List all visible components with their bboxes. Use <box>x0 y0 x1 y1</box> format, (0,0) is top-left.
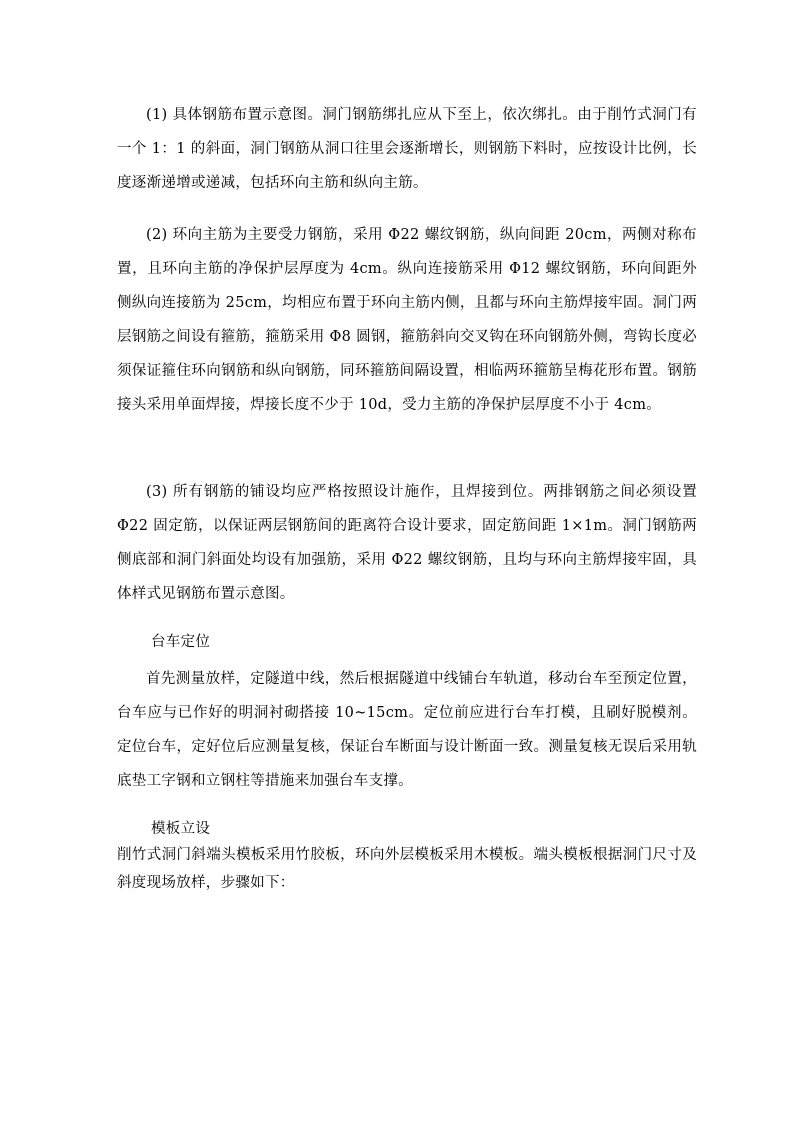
paragraph-ring-main-bars: (2) 环向主筋为主要受力钢筋，采用 Φ22 螺纹钢筋，纵向间距 20cm，两侧对称布置，且环向主筋的净保护层厚度为 4cm。纵向连接筋采用 Φ12 螺纹钢筋，环向间距外侧纵向连接筋为 25cm，均相应布置于环向主筋内侧，且都与环向主筋焊接牢固。洞门两层钢筋之间设有箍筋，箍筋采用 Φ8 圆钢，箍筋斜向交叉钩在环向钢筋外侧，弯钩长度必须保证箍住环向钢筋和纵向钢筋，同环箍筋间隔设置，相临两环箍筋呈梅花形布置。钢筋接头采用单面焊接，焊接长度不少于 10d，受力主筋的净保护层厚度不小于 4cm。 <box>117 227 697 413</box>
paragraph-trolley-positioning: 首先测量放样，定隧道中线，然后根据隧道中线铺台车轨道，移动台车至预定位置，台车应与已作好的明洞衬砌搭接 10~15cm。定位前应进行台车打模，且刷好脱模剂。定位台车，定好位后应测量复核，保证台车断面与设计断面一致。测量复核无误后采用轨底垫工字钢和立钢柱等措施来加强台车支撑。 <box>117 671 697 789</box>
paragraph-rebar-layout: (1) 具体钢筋布置示意图。洞门钢筋绑扎应从下至上，依次绑扎。由于削竹式洞门有一个 1：1 的斜面，洞门钢筋从洞口往里会逐渐增长，则钢筋下料时，应按设计比例，长度逐渐递增或递减，包括环向主筋和纵向主筋。 <box>117 107 697 191</box>
paragraph-formwork-erection: 削竹式洞门斜端头模板采用竹胶板，环向外层模板采用木模板。端头模板根据洞门尺寸及斜度现场放样，步骤如下： <box>117 847 697 891</box>
paragraph-rebar-placement: (3) 所有钢筋的铺设均应严格按照设计施作，且焊接到位。两排钢筋之间必须设置 Φ22 固定筋，以保证两层钢筋间的距离符合设计要求，固定筋间距 1×1m。洞门钢筋两侧底部和洞门斜面处均设有加强筋，采用 Φ22 螺纹钢筋，且均与环向主筋焊接牢固，具体样式见钢筋布置示意图。 <box>117 484 697 602</box>
heading-trolley-positioning: 台车定位 <box>151 634 211 650</box>
heading-formwork-erection: 模板立设 <box>151 821 211 837</box>
